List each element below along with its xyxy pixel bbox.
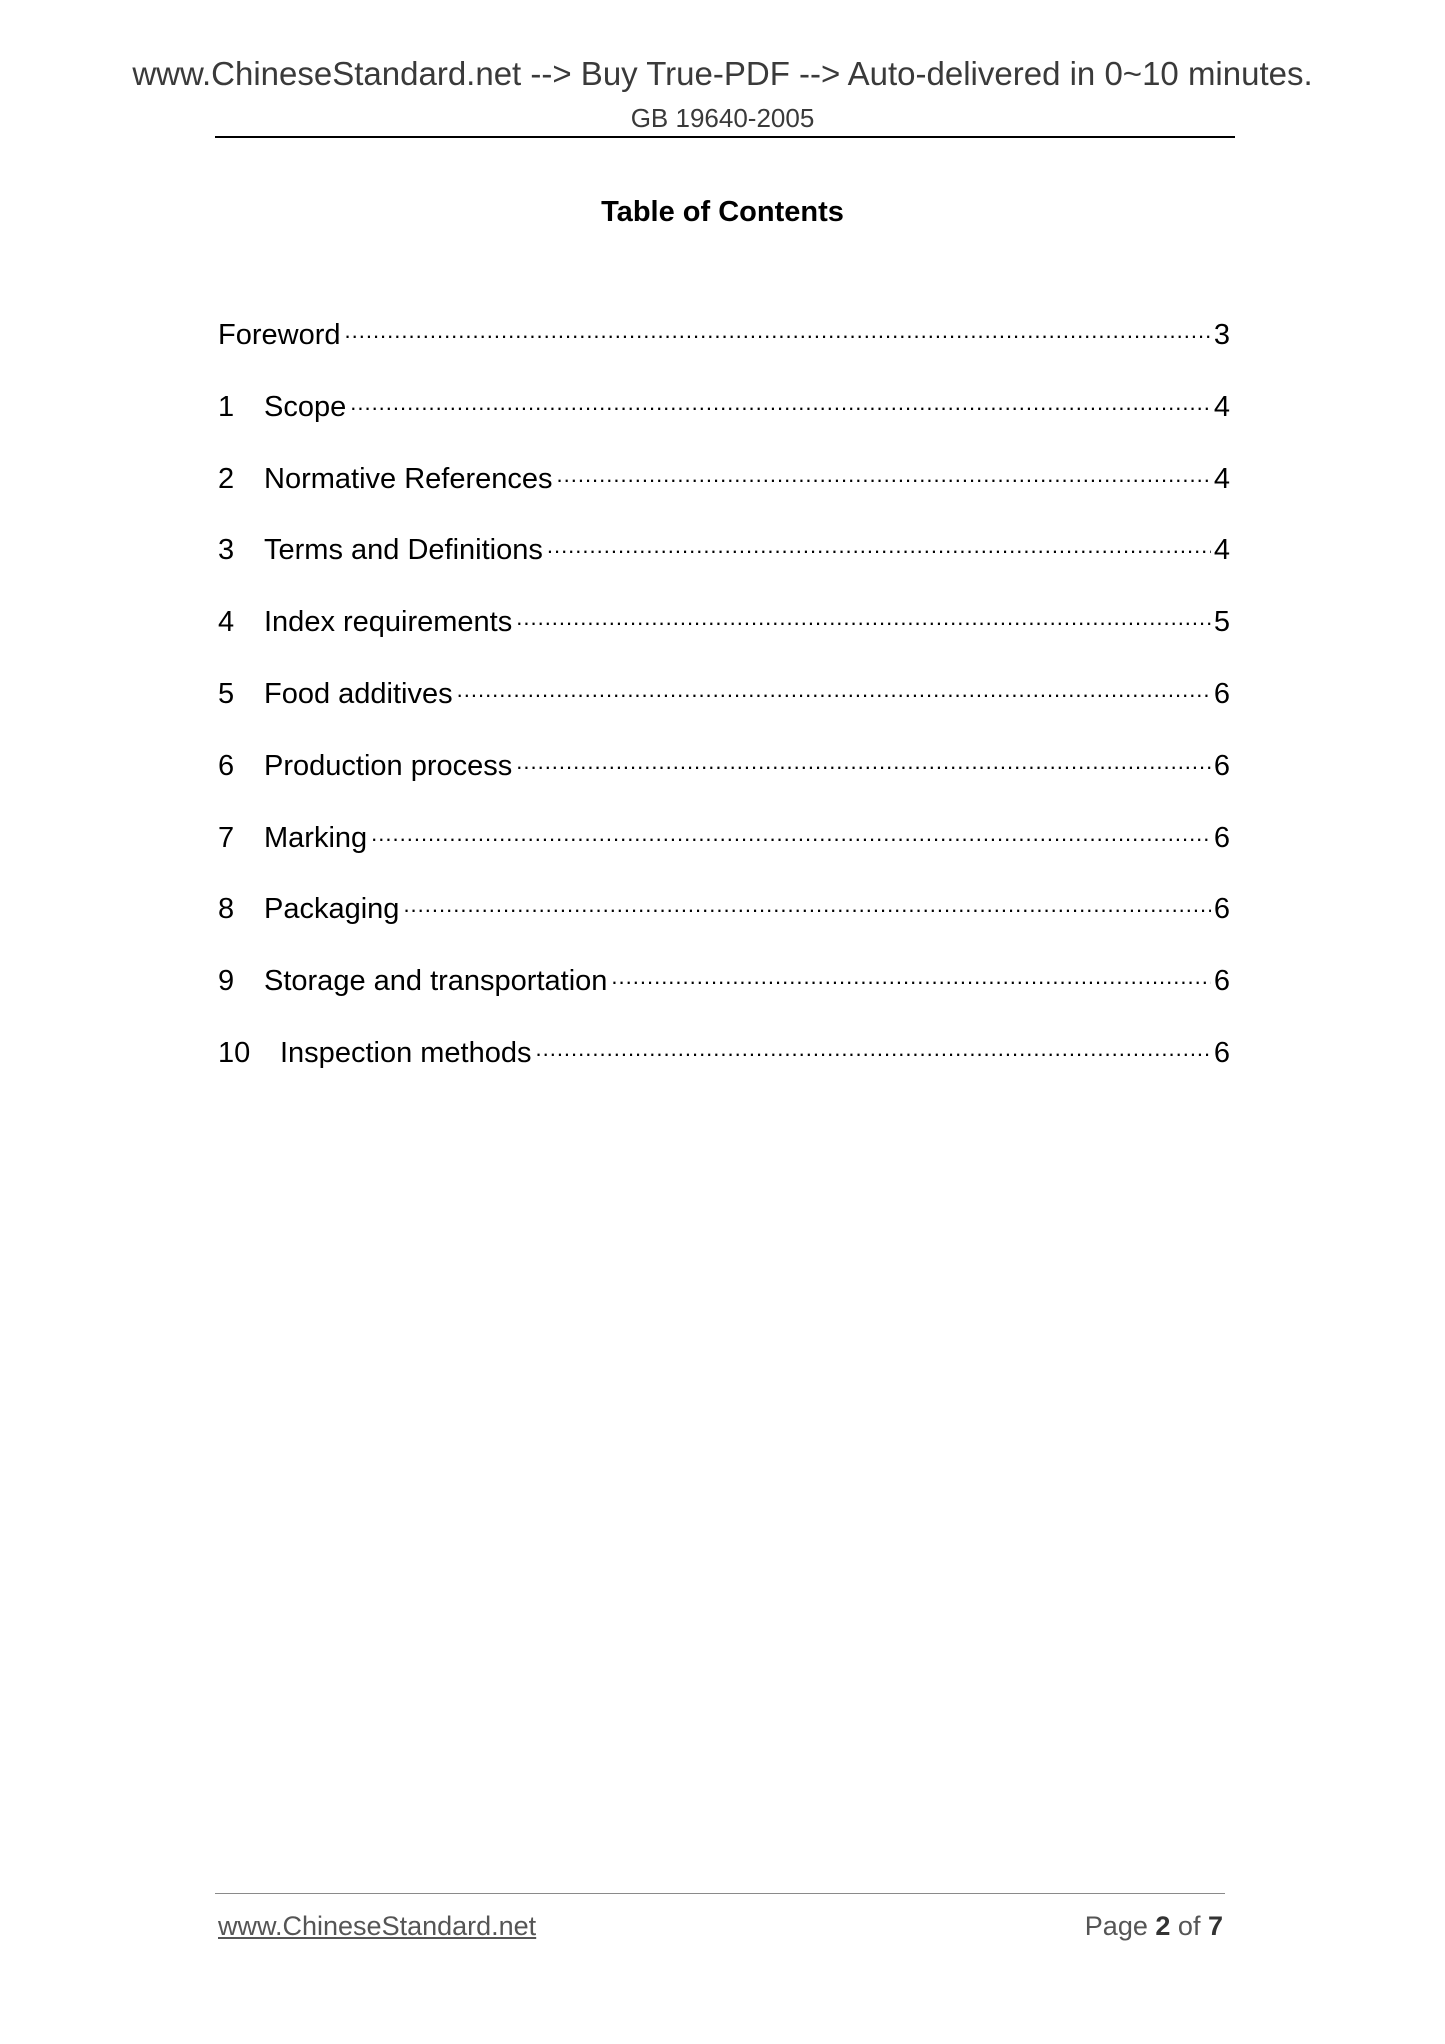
toc-entry-label: Production process: [264, 749, 513, 782]
toc-entry-page: 3: [1213, 319, 1230, 351]
toc-entry-page: 6: [1213, 965, 1230, 998]
document-number: GB 19640-2005: [630, 103, 815, 133]
header-banner: www.ChineseStandard.net --> Buy True-PDF --> Auto-delivered in 0~10 minutes.: [132, 55, 1313, 92]
toc-entry-packaging[interactable]: [218, 889, 1230, 961]
toc-entry-number: 5: [218, 677, 235, 710]
toc-dot-leader: [547, 530, 1211, 559]
toc-entry-page: 6: [1213, 821, 1230, 854]
toc-entry-label: Foreword: [218, 319, 341, 351]
toc-entry-number: 8: [218, 893, 235, 926]
toc-entry-normative-references[interactable]: [218, 459, 1230, 531]
toc-entry-number: 9: [218, 965, 235, 998]
toc-entry-label: Normative References: [264, 462, 553, 495]
page-prefix: Page: [1084, 1911, 1148, 1941]
toc-entry-foreword[interactable]: [218, 315, 1230, 387]
toc-entry-label: Food additives: [264, 677, 453, 710]
toc-dot-leader: [371, 818, 1211, 847]
header-divider: [215, 136, 1235, 138]
table-of-contents: [218, 315, 1230, 1105]
toc-entry-label: Scope: [264, 390, 347, 423]
toc-entry-page: 4: [1213, 534, 1230, 567]
toc-entry-number: 7: [218, 821, 235, 854]
toc-entry-page: 4: [1213, 462, 1230, 495]
toc-entry-marking[interactable]: [218, 818, 1230, 890]
toc-entry-label: Storage and transportation: [264, 965, 608, 998]
toc-entry-page: 6: [1213, 893, 1230, 926]
toc-entry-label: Index requirements: [264, 606, 513, 639]
toc-entry-storage-and-transportation[interactable]: [218, 961, 1230, 1033]
footer-website-link[interactable]: www.ChineseStandard.net: [218, 1911, 537, 1941]
toc-dot-leader: [350, 387, 1211, 416]
toc-dot-leader: [345, 315, 1211, 344]
toc-dot-leader: [516, 746, 1211, 775]
toc-entry-number: 3: [218, 534, 235, 567]
toc-title: Table of Contents: [601, 196, 844, 228]
toc-entry-page: 5: [1213, 606, 1230, 639]
toc-dot-leader: [516, 602, 1211, 631]
toc-entry-terms-and-definitions[interactable]: [218, 530, 1230, 602]
current-page-number: 2: [1155, 1911, 1171, 1941]
toc-entry-number: 6: [218, 749, 235, 782]
toc-entry-inspection-methods[interactable]: [218, 1033, 1230, 1105]
toc-entry-number: 10: [218, 1036, 251, 1069]
toc-entry-page: 6: [1213, 1036, 1230, 1069]
toc-entry-production-process[interactable]: [218, 746, 1230, 818]
toc-entry-page: 6: [1213, 677, 1230, 710]
page-of: of: [1177, 1911, 1201, 1941]
toc-dot-leader: [611, 961, 1210, 990]
toc-entry-food-additives[interactable]: [218, 674, 1230, 746]
toc-dot-leader: [557, 459, 1211, 488]
total-page-count: 7: [1207, 1911, 1223, 1941]
toc-entry-label: Terms and Definitions: [264, 534, 543, 567]
toc-entry-label: Packaging: [264, 893, 400, 926]
toc-entry-index-requirements[interactable]: [218, 602, 1230, 674]
toc-entry-scope[interactable]: [218, 387, 1230, 459]
toc-entry-number: 4: [218, 606, 235, 639]
toc-entry-number: 1: [218, 390, 235, 423]
toc-entry-page: 6: [1213, 749, 1230, 782]
toc-entry-page: 4: [1213, 390, 1230, 423]
toc-dot-leader: [457, 674, 1211, 703]
toc-entry-label: Marking: [264, 821, 368, 854]
toc-entry-label: Inspection methods: [280, 1036, 532, 1069]
toc-dot-leader: [535, 1033, 1210, 1062]
footer-divider: [215, 1893, 1225, 1894]
toc-dot-leader: [403, 889, 1210, 918]
toc-entry-number: 2: [218, 462, 235, 495]
page-indicator: [1085, 1911, 1223, 1942]
